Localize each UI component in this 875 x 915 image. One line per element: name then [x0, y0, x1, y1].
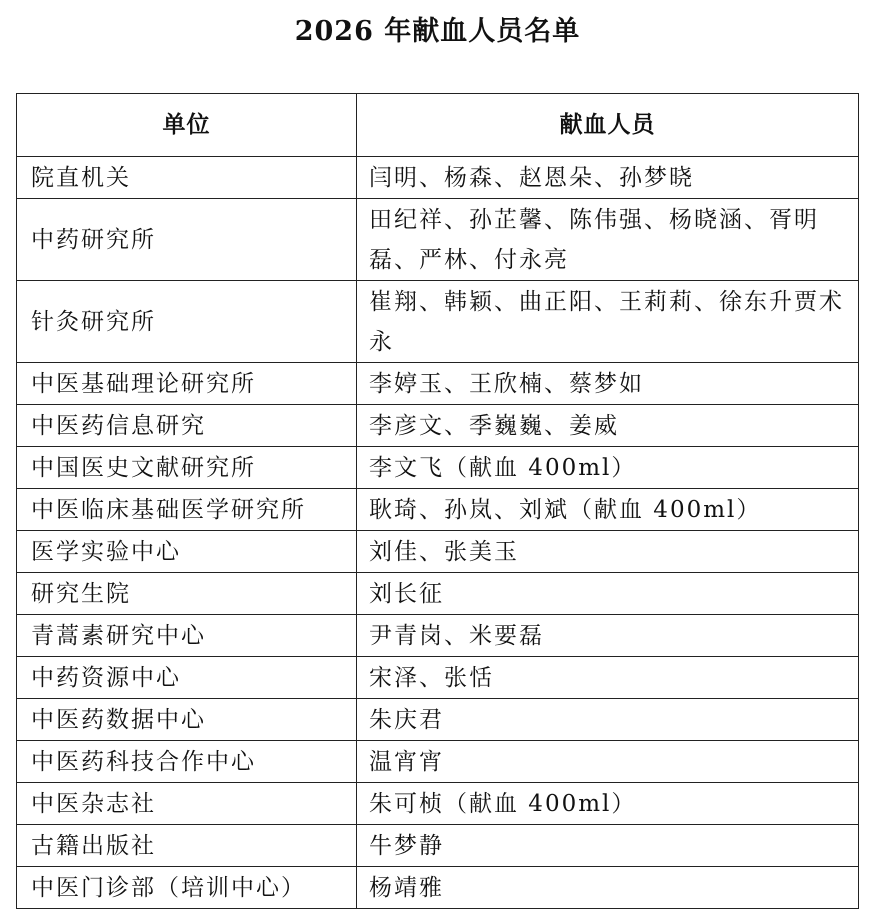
- people-cell: 朱可桢（献血 400ml）: [357, 783, 859, 825]
- people-cell: 朱庆君: [357, 699, 859, 741]
- people-cell: 闫明、杨森、赵恩朵、孙梦晓: [357, 157, 859, 199]
- table-row: [17, 281, 859, 363]
- unit-cell: 中药资源中心: [17, 657, 357, 699]
- column-header-people: 献血人员: [357, 94, 859, 157]
- table-row: [17, 199, 859, 281]
- unit-cell: 青蒿素研究中心: [17, 615, 357, 657]
- table-row: [17, 615, 859, 657]
- table-row: [17, 783, 859, 825]
- unit-cell: 古籍出版社: [17, 825, 357, 867]
- unit-cell: 中医杂志社: [17, 783, 357, 825]
- people-cell: 耿琦、孙岚、刘斌（献血 400ml）: [357, 489, 859, 531]
- unit-cell: 中国医史文献研究所: [17, 447, 357, 489]
- table-row: [17, 573, 859, 615]
- table-row: [17, 157, 859, 199]
- table-row: [17, 405, 859, 447]
- unit-cell: 研究生院: [17, 573, 357, 615]
- table-row: [17, 363, 859, 405]
- people-cell: 尹青岗、米要磊: [357, 615, 859, 657]
- table-row: [17, 447, 859, 489]
- unit-cell: 中医门诊部（培训中心）: [17, 867, 357, 909]
- unit-cell: 针灸研究所: [17, 281, 357, 363]
- unit-cell: 中药研究所: [17, 199, 357, 281]
- table-row: [17, 741, 859, 783]
- people-cell: 刘长征: [357, 573, 859, 615]
- people-cell: 李婷玉、王欣楠、蔡梦如: [357, 363, 859, 405]
- people-cell: 温宵宵: [357, 741, 859, 783]
- unit-cell: 中医药信息研究: [17, 405, 357, 447]
- people-cell: 田纪祥、孙芷馨、陈伟强、杨晓涵、胥明磊、严林、付永亮: [357, 199, 859, 281]
- table-row: [17, 531, 859, 573]
- people-cell: 刘佳、张美玉: [357, 531, 859, 573]
- unit-cell: 医学实验中心: [17, 531, 357, 573]
- unit-cell: 院直机关: [17, 157, 357, 199]
- donor-roster-table: [16, 93, 859, 909]
- unit-cell: 中医基础理论研究所: [17, 363, 357, 405]
- people-cell: 李文飞（献血 400ml）: [357, 447, 859, 489]
- people-cell: 宋泽、张恬: [357, 657, 859, 699]
- column-header-unit: 单位: [17, 94, 357, 157]
- people-cell: 杨靖雅: [357, 867, 859, 909]
- table-row: [17, 867, 859, 909]
- unit-cell: 中医药数据中心: [17, 699, 357, 741]
- document-title: 2026 年献血人员名单: [294, 16, 581, 47]
- unit-cell: 中医药科技合作中心: [17, 741, 357, 783]
- table-row: [17, 489, 859, 531]
- table-row: [17, 825, 859, 867]
- table-row: [17, 657, 859, 699]
- table-header-row: [17, 94, 859, 157]
- table-row: [17, 699, 859, 741]
- people-cell: 牛梦静: [357, 825, 859, 867]
- unit-cell: 中医临床基础医学研究所: [17, 489, 357, 531]
- people-cell: 李彦文、季巍巍、姜威: [357, 405, 859, 447]
- people-cell: 崔翔、韩颖、曲正阳、王莉莉、徐东升贾术永: [357, 281, 859, 363]
